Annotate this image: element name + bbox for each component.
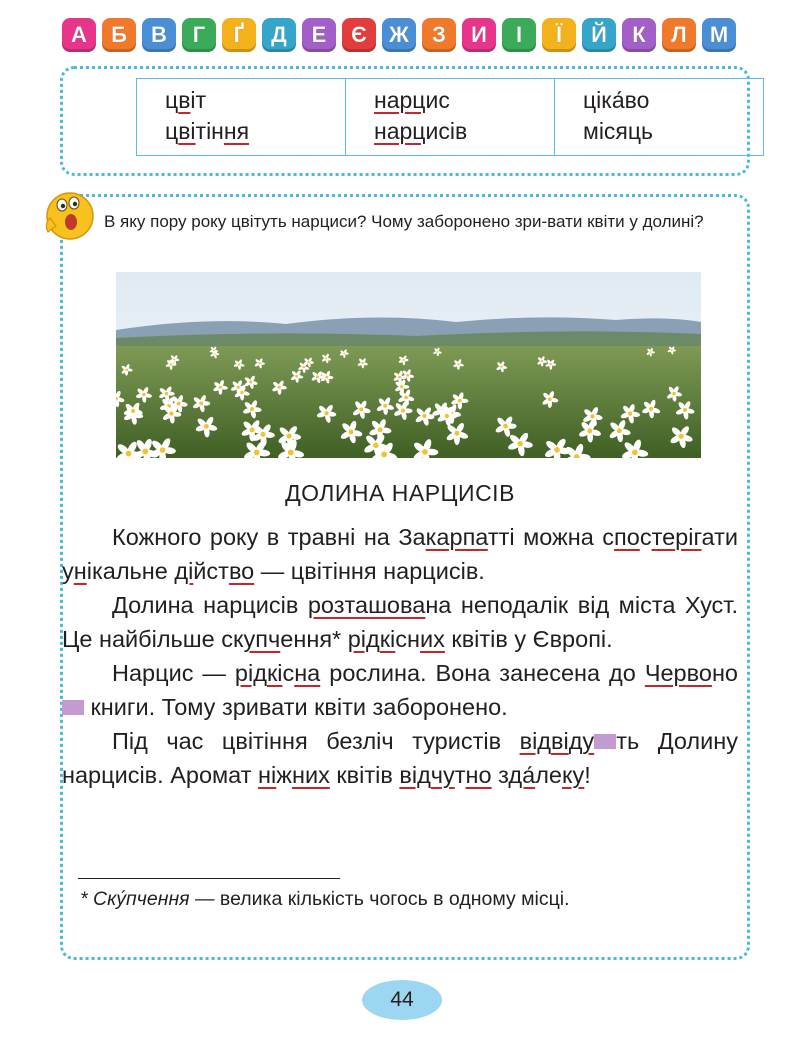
alphabet-letter-tile bbox=[262, 18, 296, 52]
alphabet-letter: Є bbox=[351, 22, 367, 47]
alphabet-letter-tile bbox=[342, 18, 376, 52]
word: ціка́во bbox=[583, 87, 650, 113]
daffodil-meadow-photo bbox=[116, 272, 701, 458]
story-paragraph-3: Нарцис — рідкісна рослина. Вона занесена до Червоно книги. Тому зривати квіти заборонено. bbox=[62, 656, 738, 724]
alphabet-letter: Ж bbox=[389, 22, 409, 47]
words-cell-2 bbox=[346, 79, 555, 156]
footnote-divider bbox=[78, 878, 340, 879]
story-paragraph-2: Долина нарцисів розташована неподалік від міста Хуст. Це найбільше скупчення* рідкісних квітів у Європі. bbox=[62, 592, 738, 652]
alphabet-letter: Г bbox=[192, 22, 206, 47]
page-number: 44 bbox=[362, 980, 442, 1020]
alphabet-letter-tile bbox=[582, 18, 616, 52]
story-paragraph-4: Під час цвітіння безліч туристів відвіду ть Долину нарцисів. Аромат ніжних квітів відчутно зда́леку! bbox=[62, 728, 738, 788]
alphabet-letter: І bbox=[515, 22, 523, 47]
alphabet-letter: Е bbox=[311, 22, 327, 47]
alphabet-letter: Д bbox=[271, 22, 287, 47]
alphabet-letter: М bbox=[709, 22, 729, 47]
word: нарцис bbox=[374, 87, 450, 113]
alphabet-letter: Ґ bbox=[233, 22, 245, 47]
alphabet-letter-tile bbox=[102, 18, 136, 52]
alphabet-letter-tile bbox=[382, 18, 416, 52]
word: нарцисів bbox=[374, 118, 468, 144]
alphabet-letter: К bbox=[632, 22, 646, 47]
thinking-emoji-icon bbox=[40, 188, 110, 248]
words-cell-3 bbox=[555, 79, 764, 156]
alphabet-letter: И bbox=[471, 22, 487, 47]
story-text bbox=[62, 520, 738, 792]
alphabet-letter: Б bbox=[111, 22, 127, 47]
alphabet-letter-tile bbox=[302, 18, 336, 52]
word: цвіт bbox=[165, 87, 207, 113]
alphabet-letter-tile bbox=[62, 18, 96, 52]
story-title: ДОЛИНА НАРЦИСІВ bbox=[285, 480, 515, 506]
alphabet-letter: Л bbox=[671, 22, 687, 47]
word: місяць bbox=[583, 118, 654, 144]
alphabet-letter-tile bbox=[702, 18, 736, 52]
alphabet-letter-tile bbox=[622, 18, 656, 52]
words-cell-1 bbox=[137, 79, 346, 156]
question-text: В яку пору року цвітуть нарциси? Чому заборонено зри-вати квіти у долині? bbox=[104, 212, 704, 231]
alphabet-letter-tile bbox=[542, 18, 576, 52]
alphabet-letter: Й bbox=[591, 22, 607, 47]
alphabet-letter-tile bbox=[422, 18, 456, 52]
alphabet-letter: А bbox=[71, 22, 87, 47]
alphabet-letter: В bbox=[151, 22, 167, 47]
alphabet-letter-tile bbox=[142, 18, 176, 52]
footnote: * Ску́пчення — велика кількість чогось в одному місці. bbox=[80, 888, 570, 910]
word: цвітіння bbox=[165, 118, 250, 144]
words-table bbox=[136, 78, 764, 156]
alphabet-strip bbox=[62, 18, 736, 52]
alphabet-letter: Ї bbox=[555, 22, 563, 47]
alphabet-letter-tile bbox=[462, 18, 496, 52]
missing-letter-box bbox=[594, 734, 616, 749]
story-paragraph-1: Кожного року в травні на Закарпатті можна спостерігати унікальне дійство — цвітіння нарцисів. bbox=[62, 524, 738, 584]
alphabet-letter-tile bbox=[502, 18, 536, 52]
alphabet-letter-tile bbox=[222, 18, 256, 52]
missing-letter-box bbox=[62, 700, 84, 715]
alphabet-letter-tile bbox=[662, 18, 696, 52]
alphabet-letter-tile bbox=[182, 18, 216, 52]
alphabet-letter: З bbox=[432, 22, 446, 47]
